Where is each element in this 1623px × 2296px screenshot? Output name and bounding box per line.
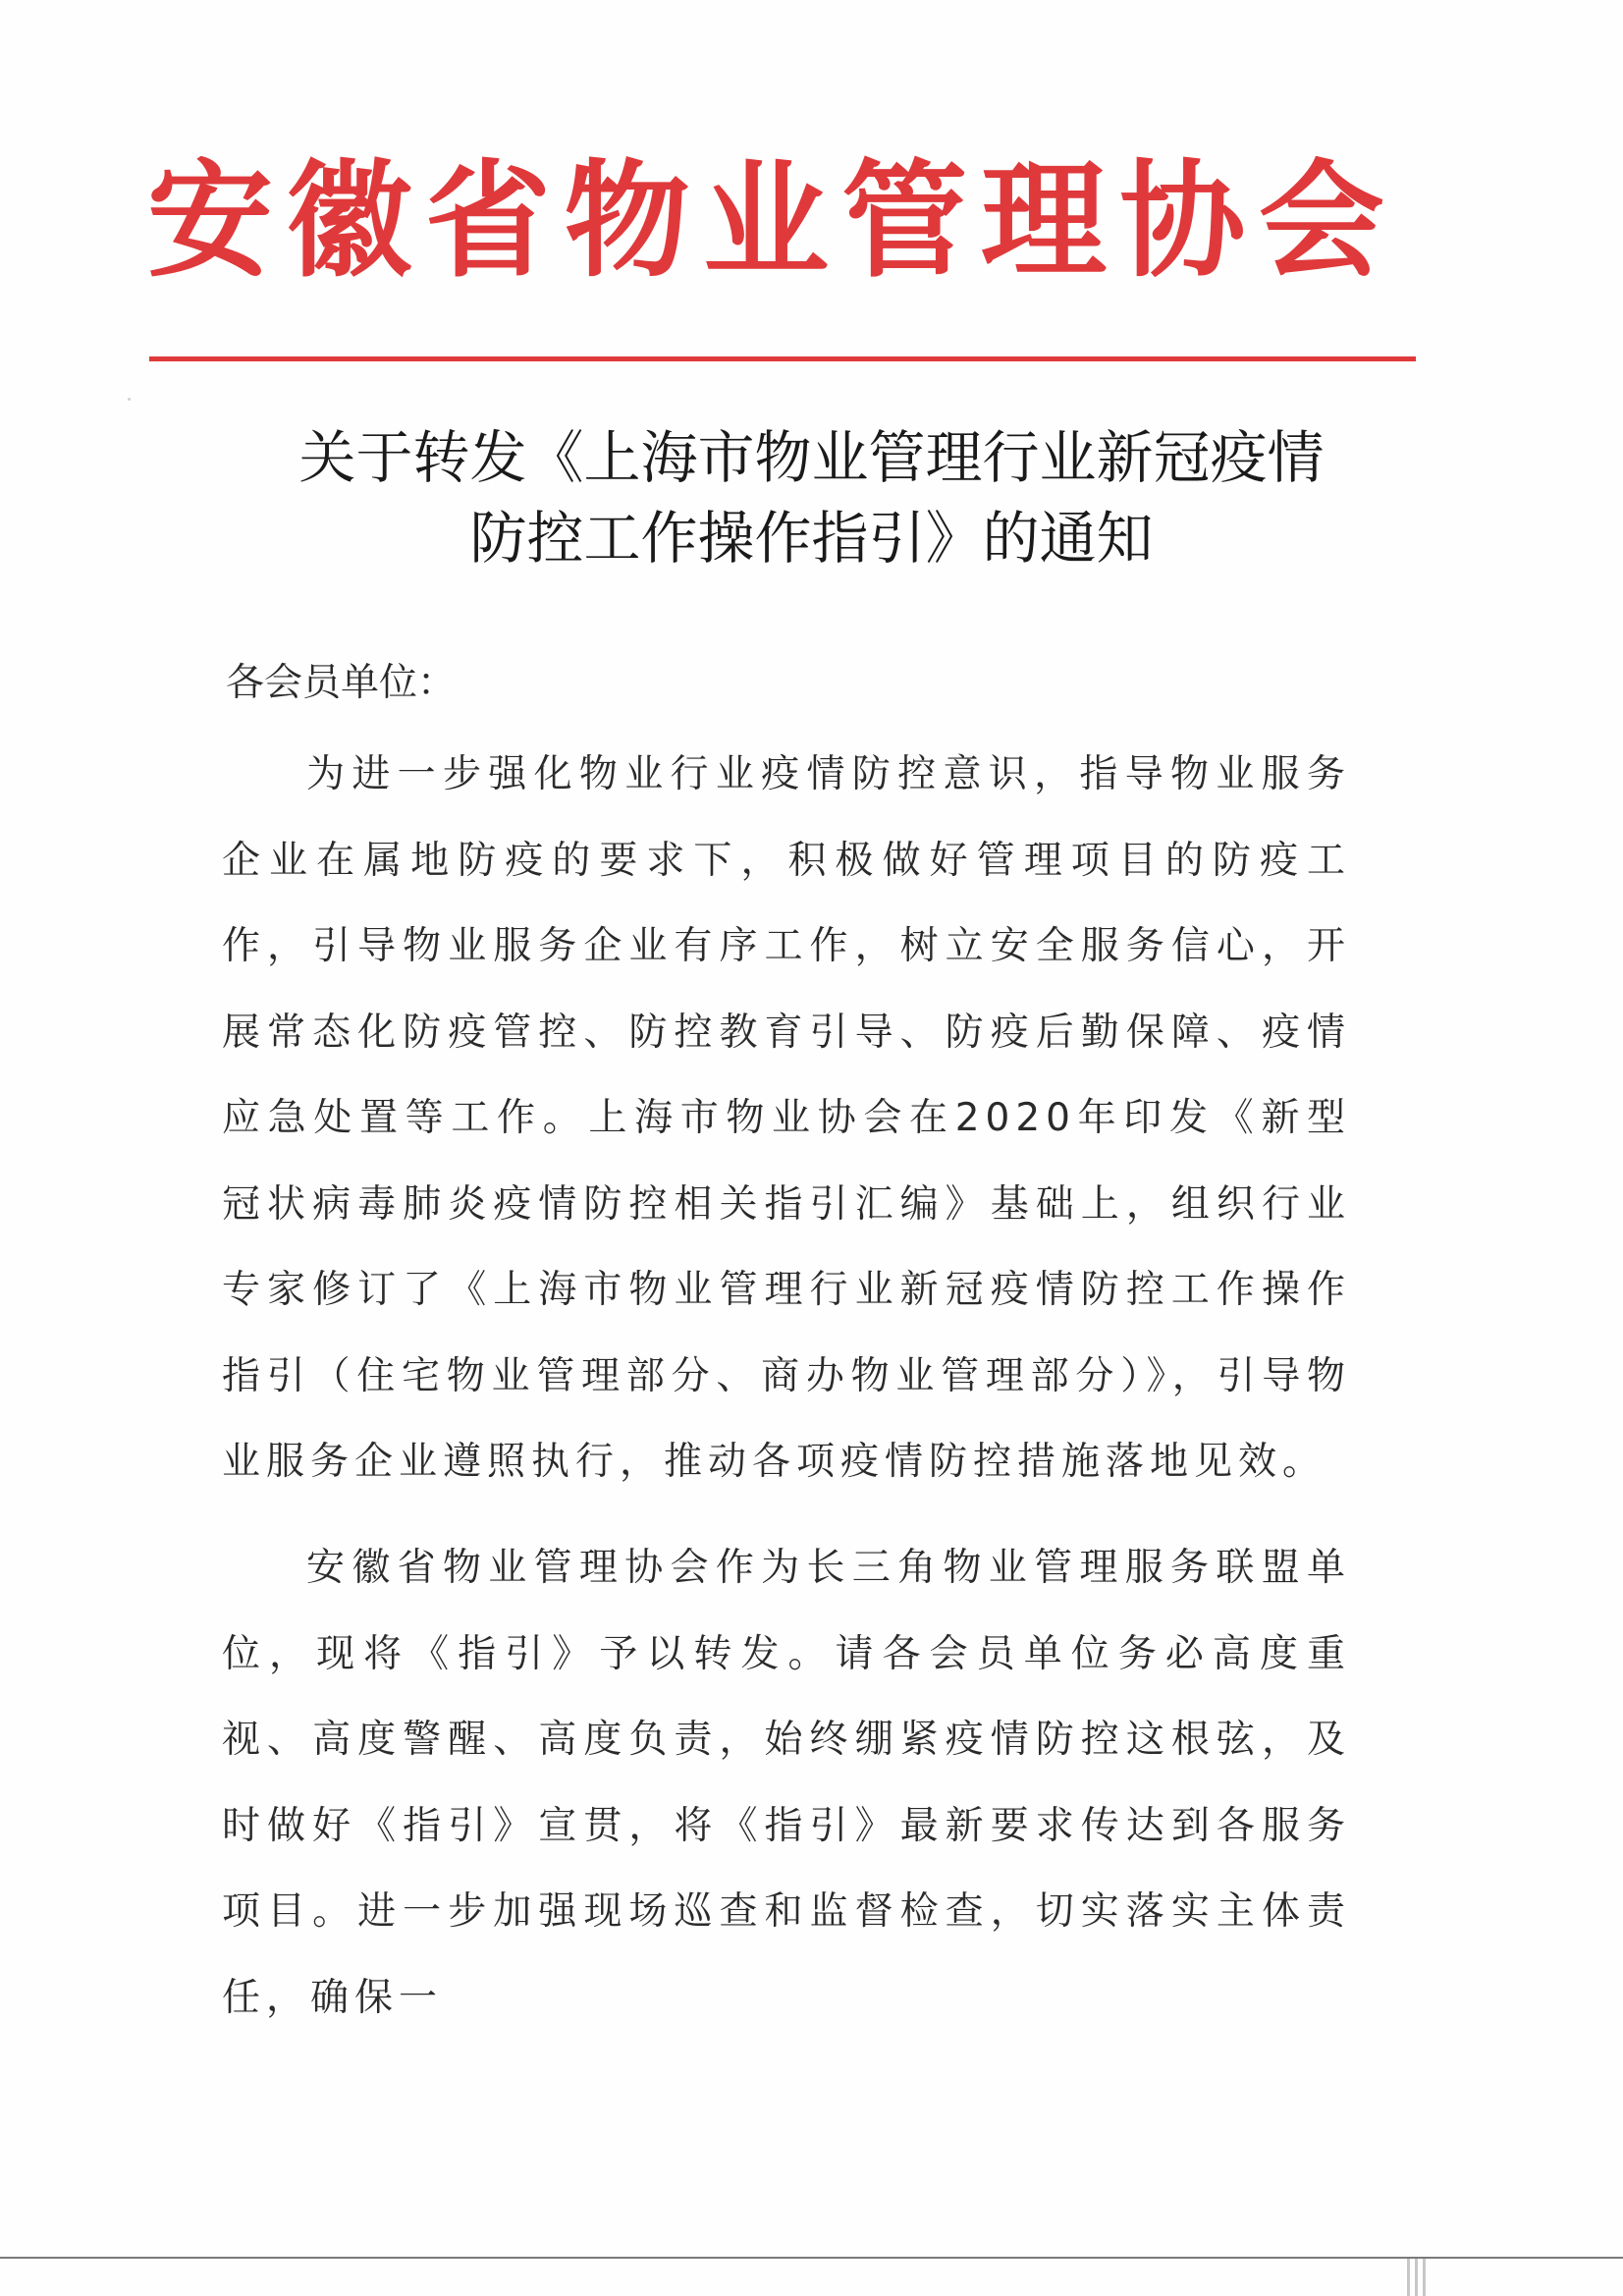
masthead-char: 徽 <box>286 147 412 295</box>
body-paragraph-2: 安徽省物业管理协会作为长三角物业管理服务联盟单位，现将《指引》予以转发。请各会员单位务必高度重视、高度警醒、高度负责，始终绷紧疫情防控这根弦，及时做好《指引》宣贯，将《指引》最新要求传达到各服务项目。进一步加强现场巡查和监督检查，切实落实主体责任，确保一 <box>222 1546 1351 2020</box>
masthead-char: 省 <box>424 147 551 295</box>
masthead-char: 理 <box>980 147 1107 295</box>
masthead-char: 业 <box>702 147 829 295</box>
masthead-divider <box>149 356 1416 361</box>
salutation: 各会员单位： <box>226 661 457 705</box>
scan-registration-mark <box>1407 2259 1431 2296</box>
masthead-char: 管 <box>841 147 968 295</box>
scan-speck <box>128 398 131 401</box>
masthead-char: 协 <box>1119 147 1246 295</box>
masthead-char: 物 <box>564 147 690 295</box>
scan-bottom-edge <box>0 2257 1623 2259</box>
document-title <box>147 417 1476 578</box>
title-line-1: 关于转发《上海市物业管理行业新冠疫情 <box>298 424 1325 491</box>
organization-masthead <box>147 147 1384 295</box>
title-line-2: 防控工作操作指引》的通知 <box>469 505 1154 572</box>
masthead-char: 安 <box>147 147 274 295</box>
body-paragraph-1: 为进一步强化物业行业疫情防控意识，指导物业服务企业在属地防疫的要求下，积极做好管理项目的防疫工作，引导物业服务企业有序工作，树立安全服务信心，开展常态化防疫管控、防控教育引导、防疫后勤保障、疫情应急处置等工作。上海市物业协会在2020年印发《新型冠状病毒肺炎疫情防控相关指引汇编》基础上，组织行业专家修订了《上海市物业管理行业新冠疫情防控工作操作指引（住宅物业管理部分、商办物业管理部分）》，引导物业服务企业遵照执行，推动各项疫情防控措施落地见效。 <box>222 752 1351 1484</box>
masthead-char: 会 <box>1258 147 1384 295</box>
